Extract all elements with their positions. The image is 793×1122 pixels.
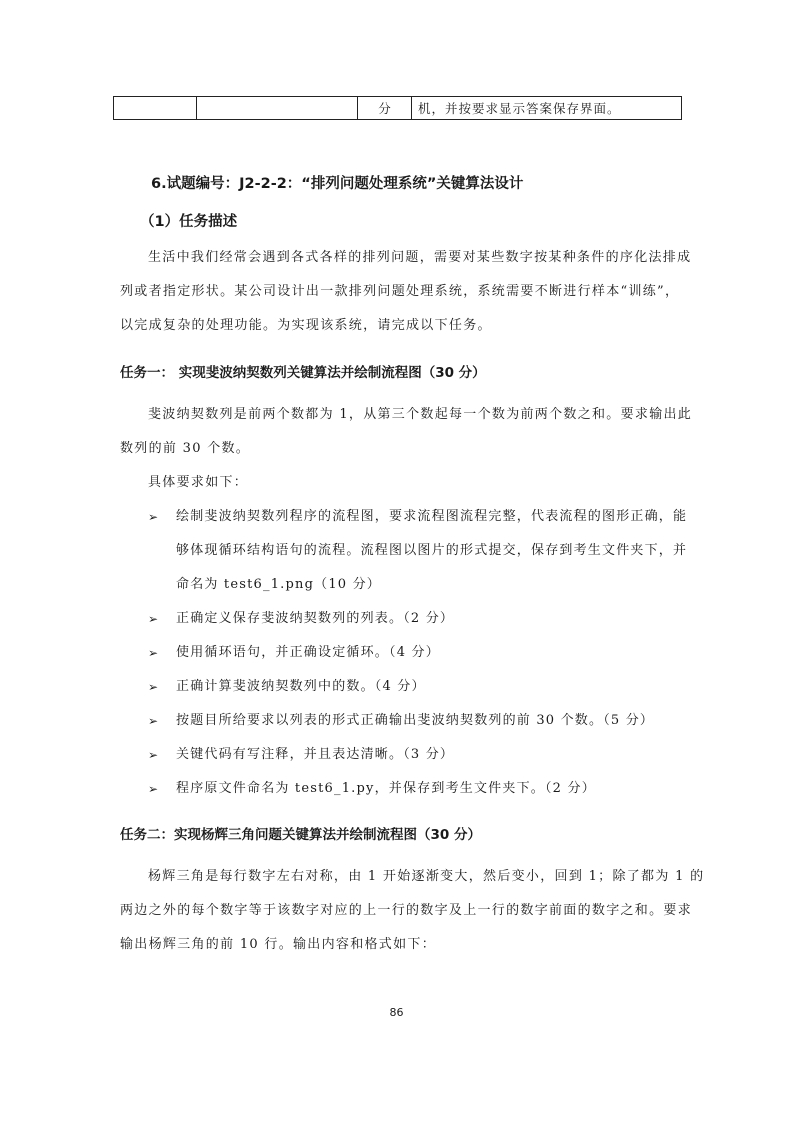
list-item-line: 绘制斐波纳契数列程序的流程图，要求流程图流程完整，代表流程的图形正确，能 (176, 509, 688, 524)
arrow-bullet-icon: ➢ (148, 748, 160, 762)
list-item-line: 关键代码有写注释，并且表达清晰。（3 分） (176, 747, 455, 762)
task1-requirements-intro (120, 466, 708, 500)
list-item-line: 使用循环语句，并正确设定循环。（4 分） (176, 645, 440, 660)
paragraph-line: 数列的前 30 个数。 (120, 441, 251, 456)
paragraph-line: 输出杨辉三角的前 10 行。输出内容和格式如下： (120, 937, 437, 952)
section-subtitle: （1）任务描述 (140, 214, 238, 230)
paragraph-line: 列或者指定形状。某公司设计出一款排列问题处理系统，系统需要不断进行样本“训练”， (120, 284, 680, 299)
task1-requirements-list (148, 500, 688, 806)
task2-title: 任务二：实现杨辉三角问题关键算法并绘制流程图（30 分） (120, 827, 481, 843)
table-cell (197, 97, 358, 120)
arrow-bullet-icon: ➢ (148, 646, 160, 660)
section-title: 6.试题编号：J2-2-2：“排列问题处理系统”关键算法设计 (151, 176, 524, 192)
list-item-line: 命名为 test6_1.png（10 分） (176, 577, 382, 592)
paragraph-line: 两边之外的每个数字等于该数字对应的上一行的数字及上一行的数字前面的数字之和。要求 (120, 903, 693, 918)
list-item-line: 程序原文件命名为 test6_1.py，并保存到考生文件夹下。（2 分） (176, 781, 596, 796)
arrow-bullet-icon: ➢ (148, 612, 160, 626)
intro-paragraph (120, 241, 692, 343)
list-item-line: 正确计算斐波纳契数列中的数。（4 分） (176, 679, 426, 694)
list-item (148, 500, 688, 602)
list-item (148, 602, 688, 636)
task2-description (120, 860, 705, 962)
table-cell-description: 机，并按要求显示答案保存界面。 (412, 97, 682, 120)
list-item-line: 够体现循环结构语句的流程。流程图以图片的形式提交，保存到考生文件夹下，并 (176, 543, 688, 558)
paragraph-line: 斐波纳契数列是前两个数都为 1，从第三个数起每一个数为前两个数之和。要求输出此 (148, 407, 693, 422)
list-item-line: 正确定义保存斐波纳契数列的列表。（2 分） (176, 611, 455, 626)
arrow-bullet-icon: ➢ (148, 680, 160, 694)
arrow-bullet-icon: ➢ (148, 714, 160, 728)
list-item (148, 670, 688, 704)
arrow-bullet-icon: ➢ (148, 782, 160, 796)
page-number: 86 (389, 1006, 404, 1019)
paragraph-line: 具体要求如下： (148, 475, 249, 490)
list-item-line: 按题目所给要求以列表的形式正确输出斐波纳契数列的前 30 个数。（5 分） (176, 713, 655, 728)
paragraph-line: 杨辉三角是每行数字左右对称，由 1 开始逐渐变大，然后变小，回到 1；除了都为 1 的 (148, 869, 705, 884)
table-row (114, 97, 682, 120)
task1-title: 任务一： 实现斐波纳契数列关键算法并绘制流程图（30 分） (120, 365, 486, 381)
scoring-table-fragment (113, 96, 682, 120)
paragraph-line: 生活中我们经常会遇到各式各样的排列问题，需要对某些数字按某种条件的序化法排成 (148, 250, 692, 265)
list-item (148, 636, 688, 670)
list-item (148, 704, 688, 738)
arrow-bullet-icon: ➢ (148, 510, 160, 524)
task1-description (120, 398, 693, 466)
list-item (148, 738, 688, 772)
table-cell (114, 97, 197, 120)
table-cell-unit: 分 (358, 97, 412, 120)
list-item (148, 772, 688, 806)
paragraph-line: 以完成复杂的处理功能。为实现该系统，请完成以下任务。 (120, 318, 492, 333)
